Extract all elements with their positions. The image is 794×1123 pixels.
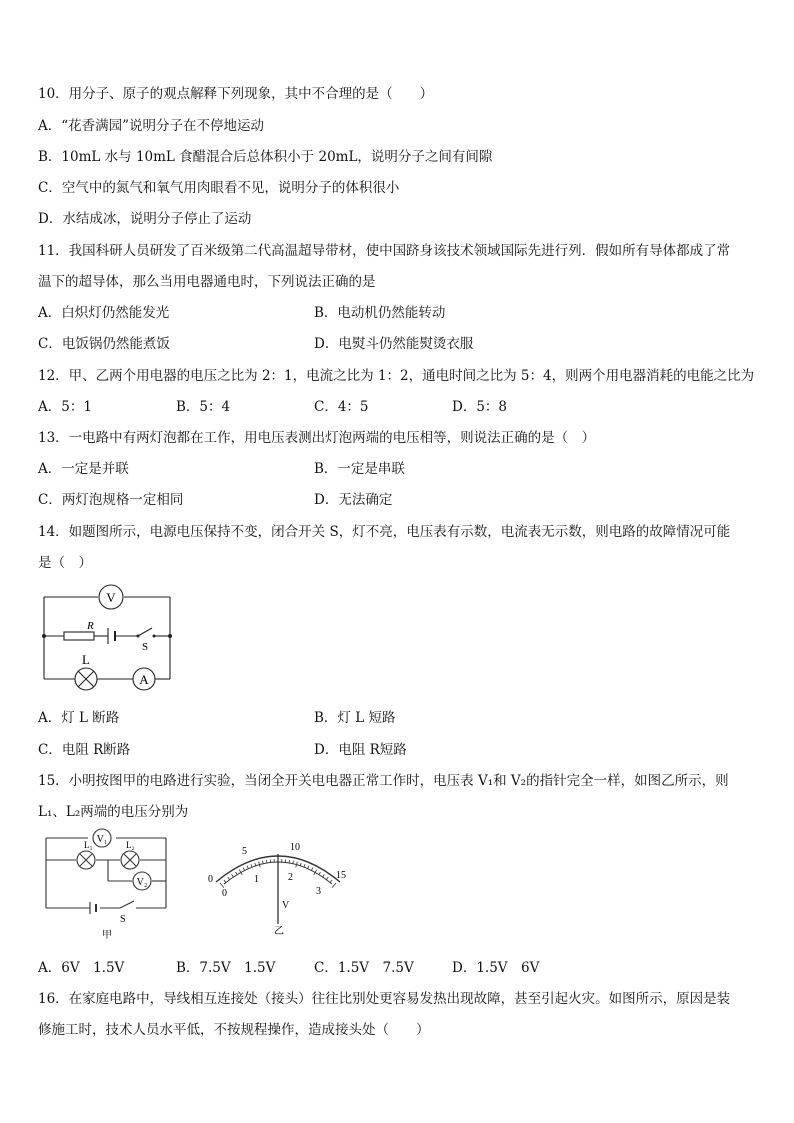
q13-option-d: D．无法确定 (314, 492, 393, 508)
q12-option-b: B．5：4 (176, 399, 231, 415)
q16-stem-line2: 修施工时，技术人员水平低，不按规程操作，造成接头处（ ） (38, 1022, 430, 1038)
dial-tick (332, 883, 336, 888)
q10-option-c: C．空气中的氮气和氧气用肉眼看不见，说明分子的体积很小 (38, 180, 400, 196)
q13-stem: 13．一电路中有两灯泡都在工作，用电压表测出灯泡两端的电压相等，则说法正确的是（ ） (38, 430, 596, 446)
dial-tick (235, 872, 237, 875)
q15-stem-line2: L₁、L₂两端的电压分别为 (38, 804, 189, 820)
q15-circuit-diagram (40, 826, 180, 944)
q14-resistor-label: R (87, 620, 94, 632)
q16-stem-line1: 16．在家庭电路中，导线相互连接处（接头）往往比别处更容易发热出现故障，甚至引起火灾。如图所示，原因是装 (38, 991, 731, 1007)
dial-tick (266, 860, 267, 863)
dial-inner-label-0: 0 (222, 888, 227, 899)
q15-figure-b-caption: 乙 (274, 926, 284, 937)
dial-inner-label-1: 1 (254, 874, 259, 885)
q15-figure-a-caption: 甲 (102, 930, 112, 941)
q15-option-a: A．6V 1.5V (38, 960, 125, 976)
q13-option-a: A．一定是并联 (38, 461, 129, 477)
q14-voltmeter-label: V (106, 590, 116, 605)
dial-inner-label-2: 2 (288, 872, 293, 883)
q13-option-c: C．两灯泡规格一定相同 (38, 492, 184, 508)
q15-switch-label: S (120, 914, 126, 925)
q10-stem: 10．用分子、原子的观点解释下列现象，其中不合理的是（ ） (38, 86, 434, 102)
q10-option-a: A．“花香满园”说明分子在不停地运动 (38, 118, 265, 134)
resistor-symbol (64, 632, 94, 640)
q15-option-d: D．1.5V 6V (452, 960, 540, 976)
q14-option-b: B．灯 L 短路 (314, 710, 396, 726)
q11-stem-line1: 11．我国科研人员研发了百米级第二代高温超导带材，使中国跻身该技术领域国际先进行列．假如所有导体都成了常 (38, 243, 731, 259)
q14-stem-line1: 14．如题图所示，电源电压保持不变，闭合开关 S，灯不亮，电压表有示数，电流表无示数，则电路的故障情况可能 (38, 524, 731, 540)
q14-option-a: A．灯 L 断路 (38, 710, 120, 726)
dial-tick (326, 877, 328, 880)
q11-option-a: A．白炽灯仍然能发光 (38, 305, 170, 321)
dial-outer-label-0: 0 (208, 874, 213, 885)
q15-v1-label: V₁ (96, 834, 108, 845)
q11-option-d: D．电熨斗仍然能熨烫衣服 (314, 336, 474, 352)
dial-outer-label-15: 15 (336, 870, 346, 881)
dial-tick (228, 877, 230, 880)
q15-v2-label: V₂ (136, 877, 148, 888)
q14-option-c: C．电阻 R断路 (38, 742, 131, 758)
dial-tick (322, 874, 324, 877)
dial-tick (232, 874, 234, 877)
q10-option-b: B．10mL 水与 10mL 食醋混合后总体积小于 20mL，说明分子之间有间隙 (38, 149, 493, 165)
q14-option-d: D．电阻 R短路 (314, 742, 407, 758)
q15-option-c: C．1.5V 7.5V (314, 960, 414, 976)
dial-inner-label-3: 3 (316, 886, 321, 897)
q13-option-b: B．一定是串联 (314, 461, 405, 477)
q12-option-c: C．4：5 (314, 399, 369, 415)
q14-stem-line2: 是（ ） (38, 555, 92, 571)
dial-outer-label-5: 5 (242, 846, 247, 857)
q14-circuit-diagram (36, 584, 178, 694)
q15-l1-label: L₁ (84, 840, 93, 850)
dial-tick (289, 860, 290, 863)
q15-voltmeter-dial (198, 834, 358, 942)
q14-ammeter-label: A (139, 672, 149, 687)
q11-stem-line2: 温下的超导体，那么当用电器通电时，下列说法正确的是 (38, 274, 376, 290)
q11-option-c: C．电饭锅仍然能煮饭 (38, 336, 170, 352)
dial-unit-label: V (282, 900, 290, 911)
q12-option-d: D．5：8 (452, 399, 508, 415)
q14-switch-label: S (142, 641, 149, 653)
q12-stem: 12．甲、乙两个用电器的电压之比为 2：1，电流之比为 1：2，通电时间之比为 5：4，则两个用电器消耗的电能之比为 (38, 368, 755, 384)
q12-option-a: A．5：1 (38, 399, 92, 415)
q15-stem-line1: 15．小明按图甲的电路进行实验，当闭全开关电电器正常工作时，电压表 V₁和 V₂的指针完全一样，如图乙所示，则 (38, 773, 729, 789)
q10-option-d: D．水结成冰，说明分子停止了运动 (38, 211, 252, 227)
q15-option-b: B．7.5V 1.5V (176, 960, 276, 976)
dial-tick (224, 880, 226, 883)
q15-l2-label: L₂ (126, 840, 135, 850)
dial-outer-label-10: 10 (290, 842, 300, 853)
dial-tick (330, 880, 332, 883)
dial-tick (319, 872, 321, 875)
dial-tick (220, 883, 224, 888)
q11-option-b: B．电动机仍然能转动 (314, 305, 446, 321)
q14-lamp-label: L (82, 652, 90, 667)
